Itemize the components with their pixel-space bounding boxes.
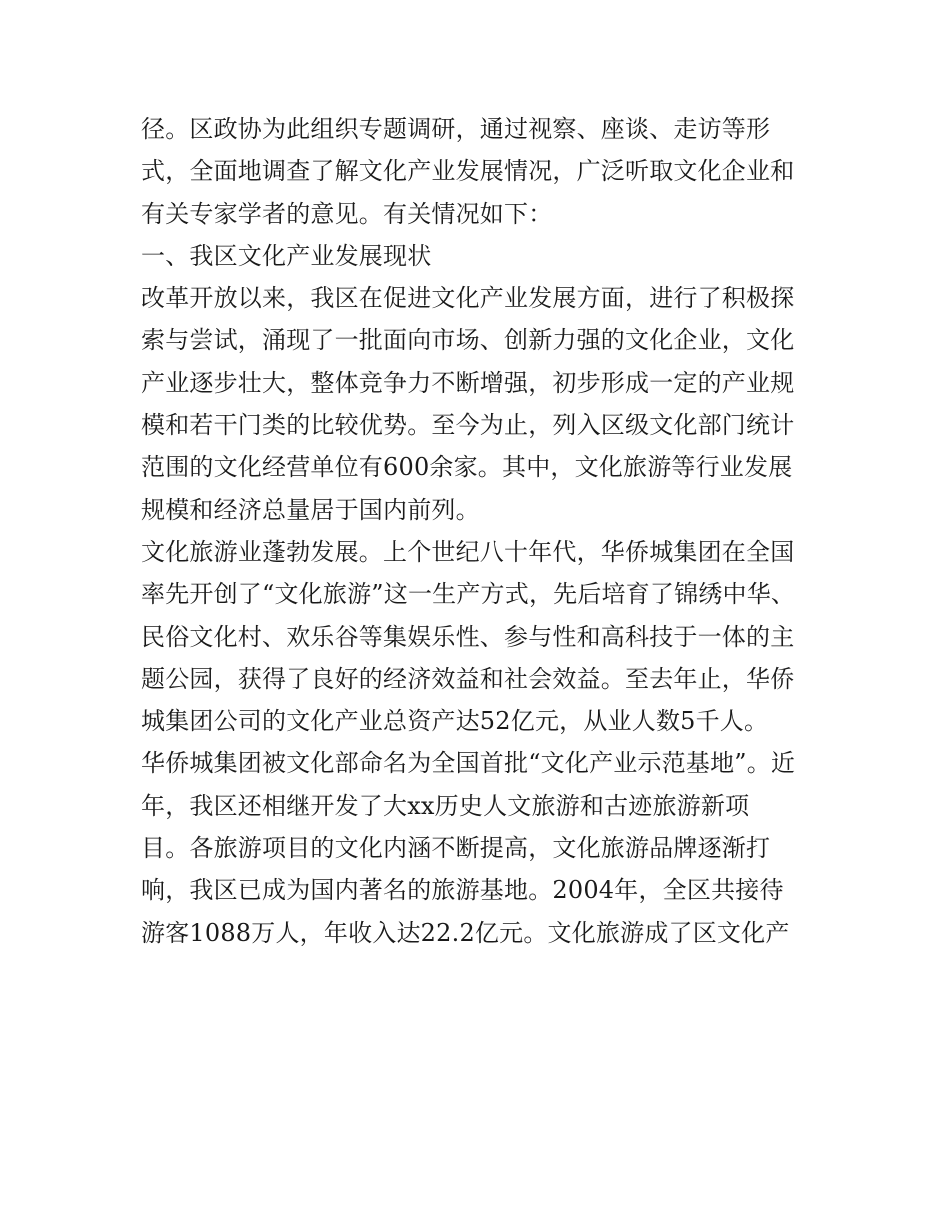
text-line: 文化旅游业蓬勃发展。上个世纪八十年代，华侨城集团在全国 [141,537,795,566]
text-line: 率先开创了“文化旅游”这一生产方式，先后培育了锦绣中华、 [141,580,796,609]
text-line: 径。区政协为此组织专题调研，通过视察、座谈、走访等形 [141,115,771,143]
text-line: 式，全面地调查了解文化产业发展情况，广泛听取文化企业和 [141,157,795,186]
text-line: 范围的文化经营单位有600余家。其中，文化旅游等行业发展 [141,453,793,482]
text-line: 民俗文化村、欢乐谷等集娱乐性、参与性和高科技于一体的主 [141,622,795,651]
text-line: 有关专家学者的意见。有关情况如下： [141,199,553,228]
section-heading: 一、我区文化产业发展现状 [141,241,432,270]
text-line: 规模和经济总量居于国内前列。 [141,495,480,524]
text-line: 改革开放以来，我区在促进文化产业发展方面，进行了积极探 [141,284,795,313]
text-line: 题公园，获得了良好的经济效益和社会效益。至去年止，华侨 [141,664,795,693]
text-line: 模和若干门类的比较优势。至今为止，列入区级文化部门统计 [141,411,795,440]
text-line: 响，我区已成为国内著名的旅游基地。2004年，全区共接待 [141,876,784,905]
text-line: 华侨城集团被文化部命名为全国首批“文化产业示范基地”。近 [141,749,796,778]
text-line: 城集团公司的文化产业总资产达52亿元，从业人数5千人。 [141,707,769,736]
text-line: 游客1088万人，年收入达22.2亿元。文化旅游成了区文化产 [141,918,790,947]
text-line: 目。各旅游项目的文化内涵不断提高，文化旅游品牌逐渐打 [141,834,771,863]
text-line: 年，我区还相继开发了大xx历史人文旅游和古迹旅游新项 [141,791,750,820]
text-line: 索与尝试，涌现了一批面向市场、创新力强的文化企业，文化 [141,326,795,355]
text-line: 产业逐步壮大，整体竞争力不断增强，初步形成一定的产业规 [141,368,795,397]
body-text [141,108,821,954]
